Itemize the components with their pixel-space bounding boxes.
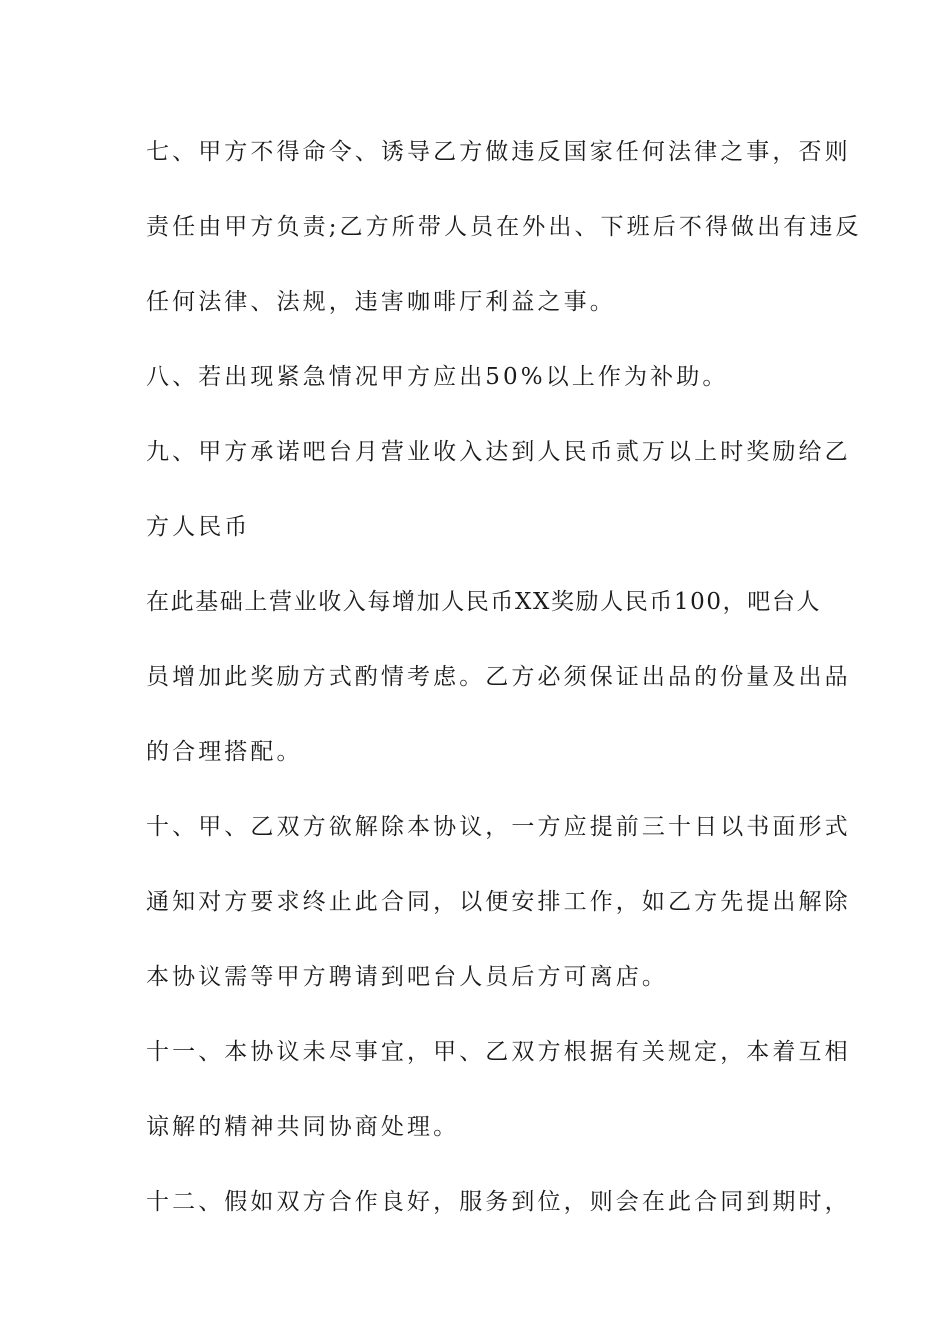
text-line: 在此基础上营业收入每增加人民币XX奖励人民币100，吧台人	[146, 589, 822, 615]
text-line: 本协议需等甲方聘请到吧台人员后方可离店。	[146, 964, 668, 990]
text-line: 谅解的精神共同协商处理。	[146, 1114, 460, 1140]
text-line: 十二、假如双方合作良好，服务到位，则会在此合同到期时，	[146, 1189, 851, 1215]
text-line: 八、若出现紧急情况甲方应出50%以上作为补助。	[146, 364, 729, 390]
text-line: 方人民币	[146, 514, 251, 540]
text-line: 七、甲方不得命令、诱导乙方做违反国家任何法律之事，否则	[146, 139, 851, 165]
text-line: 十一、本协议未尽事宜，甲、乙双方根据有关规定，本着互相	[146, 1039, 851, 1065]
text-line: 的合理搭配。	[146, 739, 303, 765]
text-line: 员增加此奖励方式酌情考虑。乙方必须保证出品的份量及出品	[146, 664, 851, 690]
text-line: 责任由甲方负责;乙方所带人员在外出、下班后不得做出有违反	[146, 214, 862, 240]
text-line: 任何法律、法规，违害咖啡厅利益之事。	[146, 289, 616, 315]
text-line: 通知对方要求终止此合同，以便安排工作，如乙方先提出解除	[146, 889, 851, 915]
text-line: 九、甲方承诺吧台月营业收入达到人民币贰万以上时奖励给乙	[146, 439, 851, 465]
text-line: 十、甲、乙双方欲解除本协议，一方应提前三十日以书面形式	[146, 814, 851, 840]
